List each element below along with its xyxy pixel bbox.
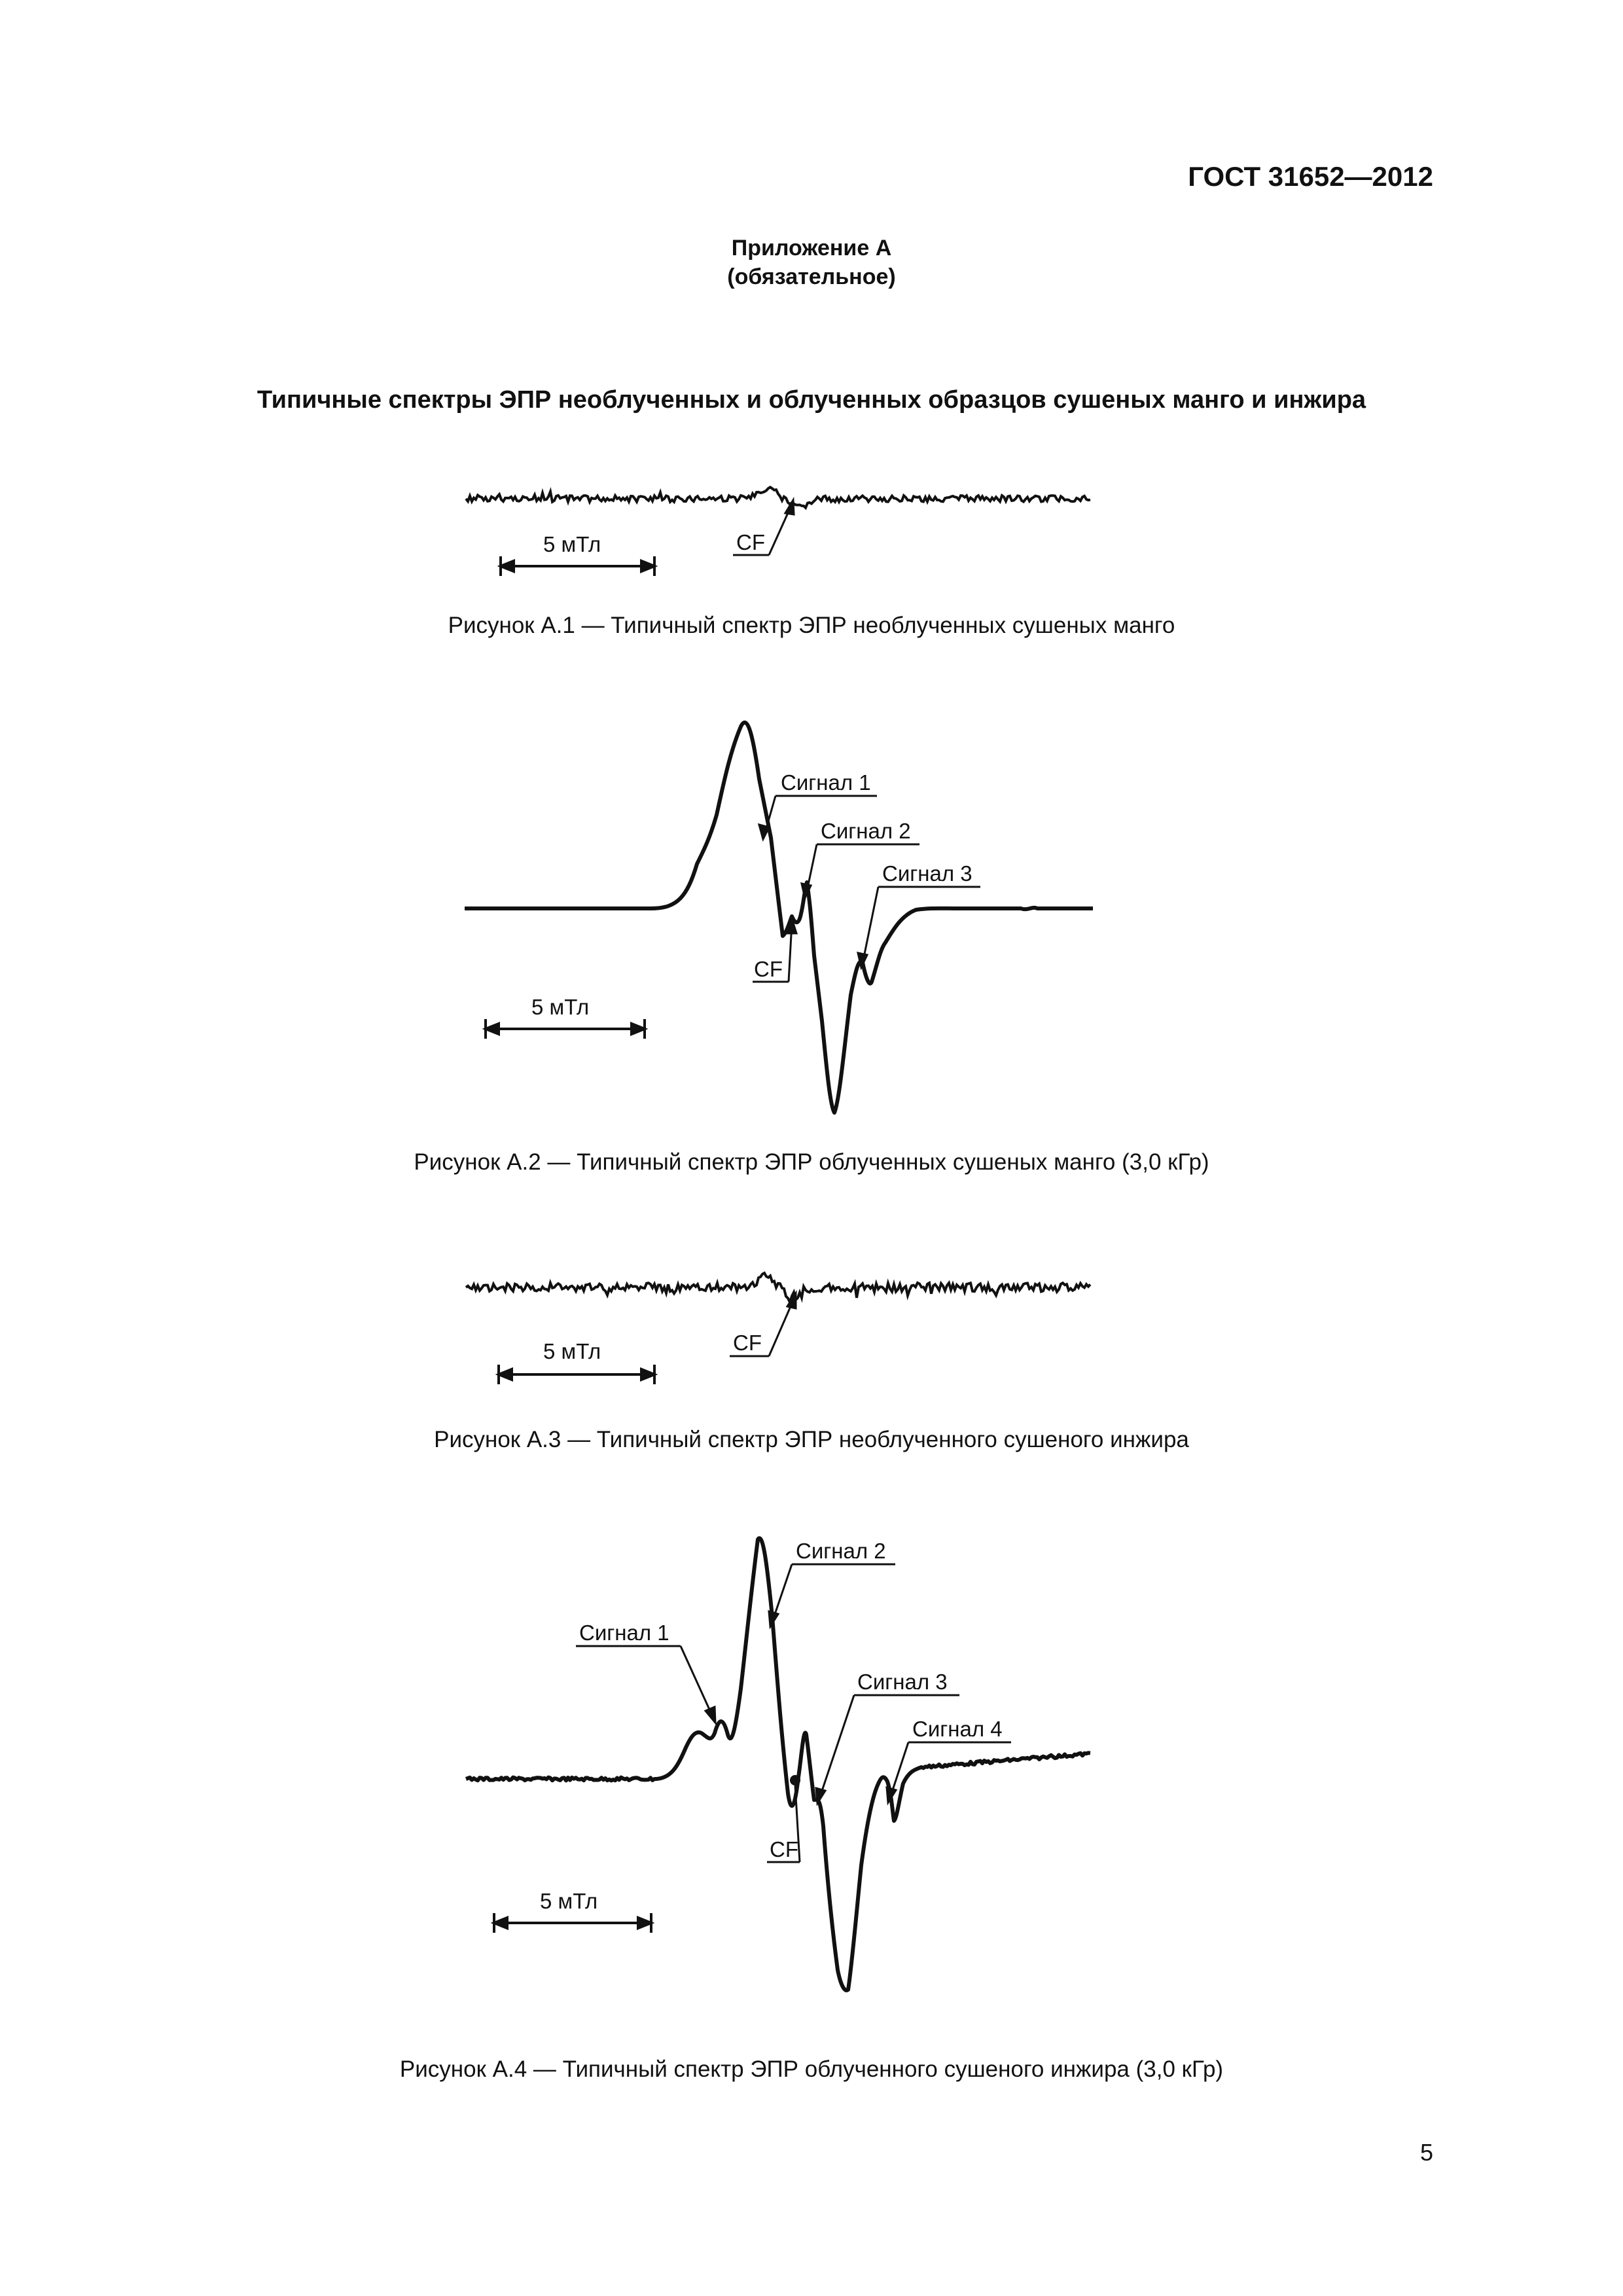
cf-label: CF: [754, 957, 783, 981]
signal-2-label: Сигнал 2: [821, 819, 911, 843]
signal-4-marker: [887, 1742, 1011, 1803]
scale-label: 5 мТл: [540, 1889, 598, 1913]
cf-label: CF: [733, 1331, 762, 1355]
signal-2-label: Сигнал 2: [796, 1539, 886, 1563]
figure-caption-a4: Рисунок А.4 — Типичный спектр ЭПР облученного сушеного инжира (3,0 кГр): [399, 2056, 1224, 2082]
annex-status: (обязательное): [727, 264, 896, 289]
cf-label: CF: [770, 1837, 798, 1861]
signal-4-label: Сигнал 4: [912, 1717, 1003, 1741]
standard-number: ГОСТ 31652—2012: [1188, 161, 1433, 192]
cf-label: CF: [736, 530, 765, 554]
scale-bar: [494, 1913, 651, 1933]
figure-a1: [0, 458, 1623, 589]
scale-bar: [499, 1365, 654, 1384]
signal-3-marker: [858, 887, 980, 967]
signal-2-marker: [769, 1564, 895, 1626]
spectrum-trace: [466, 1273, 1090, 1302]
cf-dot: [790, 1775, 800, 1785]
signal-3-label: Сигнал 3: [857, 1670, 948, 1694]
figure-caption-a1: Рисунок А.1 — Типичный спектр ЭПР необлученных сушеных манго: [448, 613, 1175, 638]
scale-label: 5 мТл: [543, 532, 601, 556]
page-number: 5: [1419, 2139, 1433, 2166]
scale-bar: [486, 1019, 645, 1039]
figure-caption-a3: Рисунок А.3 — Типичный спектр ЭПР необлученного сушеного инжира: [434, 1427, 1189, 1452]
figure-a4: [0, 1512, 1623, 2029]
section-title: Типичные спектры ЭПР необлученных и облученных образцов сушеных манго и инжира: [257, 386, 1366, 414]
spectrum-trace: [465, 723, 1093, 1113]
figure-a3: [0, 1244, 1623, 1388]
signal-1-marker: [576, 1646, 715, 1723]
scale-bar: [501, 556, 654, 576]
signal-1-label: Сигнал 1: [781, 770, 871, 795]
figure-a2: [0, 707, 1623, 1126]
annex-title: Приложение А: [731, 236, 892, 260]
figure-caption-a2: Рисунок А.2 — Типичный спектр ЭПР облученных сушеных манго (3,0 кГр): [414, 1149, 1209, 1175]
signal-1-label: Сигнал 1: [579, 1621, 669, 1645]
scale-label: 5 мТл: [543, 1339, 601, 1363]
scale-label: 5 мТл: [531, 995, 590, 1019]
signal-3-label: Сигнал 3: [882, 861, 972, 886]
spectrum-trace: [466, 487, 1090, 507]
